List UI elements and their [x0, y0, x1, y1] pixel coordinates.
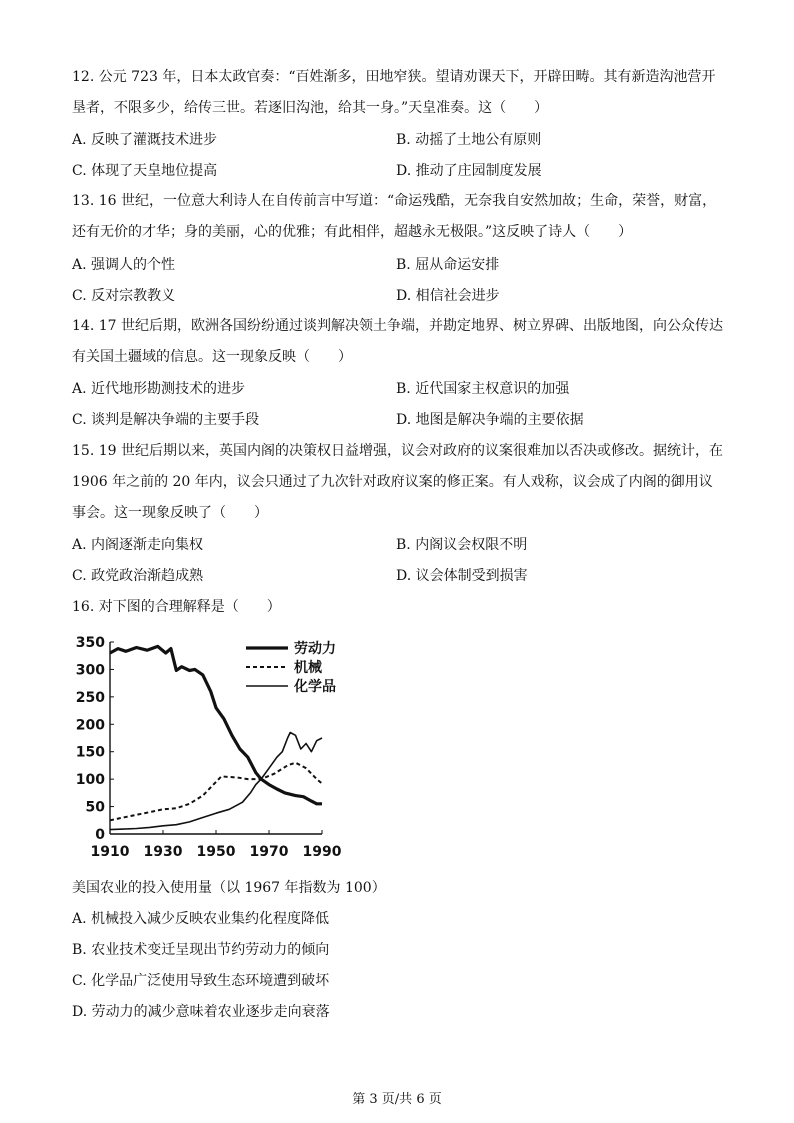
q14-option-d: D. 地图是解决争端的主要依据 [396, 412, 584, 428]
series-line-1 [110, 763, 322, 821]
x-tick-label: 1930 [143, 844, 183, 860]
q12-option-d: D. 推动了庄园制度发展 [396, 163, 542, 179]
q12-option-b: B. 动摇了土地公有原则 [396, 132, 542, 148]
x-tick-label: 1970 [249, 844, 289, 860]
chart-caption: 美国农业的投入使用量（以 1967 年指数为 100） [72, 880, 386, 896]
q14-option-a: A. 近代地形勘测技术的进步 [72, 381, 246, 397]
legend-label: 化学品 [294, 679, 336, 695]
x-tick-label: 1910 [90, 844, 130, 860]
y-tick-label: 50 [85, 799, 105, 816]
q15-option-a: A. 内阁逐渐走向集权 [72, 537, 204, 553]
q13-option-a: A. 强调人的个性 [72, 257, 176, 273]
legend-label: 劳动力 [294, 641, 336, 657]
question-14-stem: 14. 17 世纪后期，欧洲各国纷纷通过谈判解决领土争端，并勘定地界、树立界碑、出版地图，向公众传达有关国土疆域的信息。这一现象反映（ ） [72, 318, 723, 365]
question-12-stem: 12. 公元 723 年，日本太政官奏：“百姓渐多，田地窄狭。望请劝课天下，开辟田畴。其有新造沟池营开垦者，不限多少，给传三世。若逐旧沟池，给其一身。”天皇准奏。这（ ） [72, 69, 716, 116]
y-tick-label: 150 [75, 744, 105, 761]
line-chart-svg [70, 628, 370, 868]
q15-option-d: D. 议会体制受到损害 [396, 568, 528, 584]
y-tick-label: 350 [75, 635, 105, 651]
y-tick-label: 300 [75, 662, 105, 679]
x-tick-label: 1950 [196, 844, 236, 860]
q16-option-c: C. 化学品广泛使用导致生态环境遭到破坏 [72, 973, 330, 989]
q12-option-a: A. 反映了灌溉技术进步 [72, 132, 218, 148]
q16-option-d: D. 劳动力的减少意味着农业逐步走向衰落 [72, 1004, 330, 1020]
q13-option-b: B. 屈从命运安排 [396, 257, 500, 273]
question-16-stem: 16. 对下图的合理解释是（ ） [72, 599, 281, 615]
legend-label: 机械 [294, 660, 322, 676]
x-tick-label: 1990 [302, 844, 342, 860]
q13-option-d: D. 相信社会进步 [396, 288, 500, 304]
page-footer: 第 3 页/共 6 页 [352, 1092, 442, 1107]
q12-option-c: C. 体现了天皇地位提高 [72, 163, 218, 179]
y-tick-label: 0 [95, 827, 105, 843]
q14-option-b: B. 近代国家主权意识的加强 [396, 381, 570, 397]
y-tick-label: 200 [75, 717, 105, 734]
series-line-0 [110, 646, 322, 803]
q15-option-b: B. 内阁议会权限不明 [396, 537, 528, 553]
agriculture-input-chart [70, 628, 370, 868]
series-line-2 [110, 733, 322, 830]
q15-option-c: C. 政党政治渐趋成熟 [72, 568, 204, 584]
q14-option-c: C. 谈判是解决争端的主要手段 [72, 412, 260, 428]
question-15-stem: 15. 19 世纪后期以来，英国内阁的决策权日益增强，议会对政府的议案很难加以否决或修改。据统计，在 1906 年之前的 20 年内，议会只通过了九次针对政府议案的修正案。有人戏称，议会成了内阁的御用议事会。这一现象反映了（ ） [72, 443, 723, 521]
q16-option-a: A. 机械投入减少反映农业集约化程度降低 [72, 911, 330, 927]
y-tick-label: 100 [75, 772, 105, 789]
y-tick-label: 250 [75, 689, 105, 706]
q13-option-c: C. 反对宗教教义 [72, 288, 176, 304]
q16-option-b: B. 农业技术变迁呈现出节约劳动力的倾向 [72, 942, 330, 958]
question-13-stem: 13. 16 世纪，一位意大利诗人在自传前言中写道：“命运残酷，无奈我自安然加故；生命，荣誉，财富，还有无价的才华；身的美丽，心的优雅；有此相伴，超越永无极限。”这反映了诗人（ ） [72, 193, 717, 240]
